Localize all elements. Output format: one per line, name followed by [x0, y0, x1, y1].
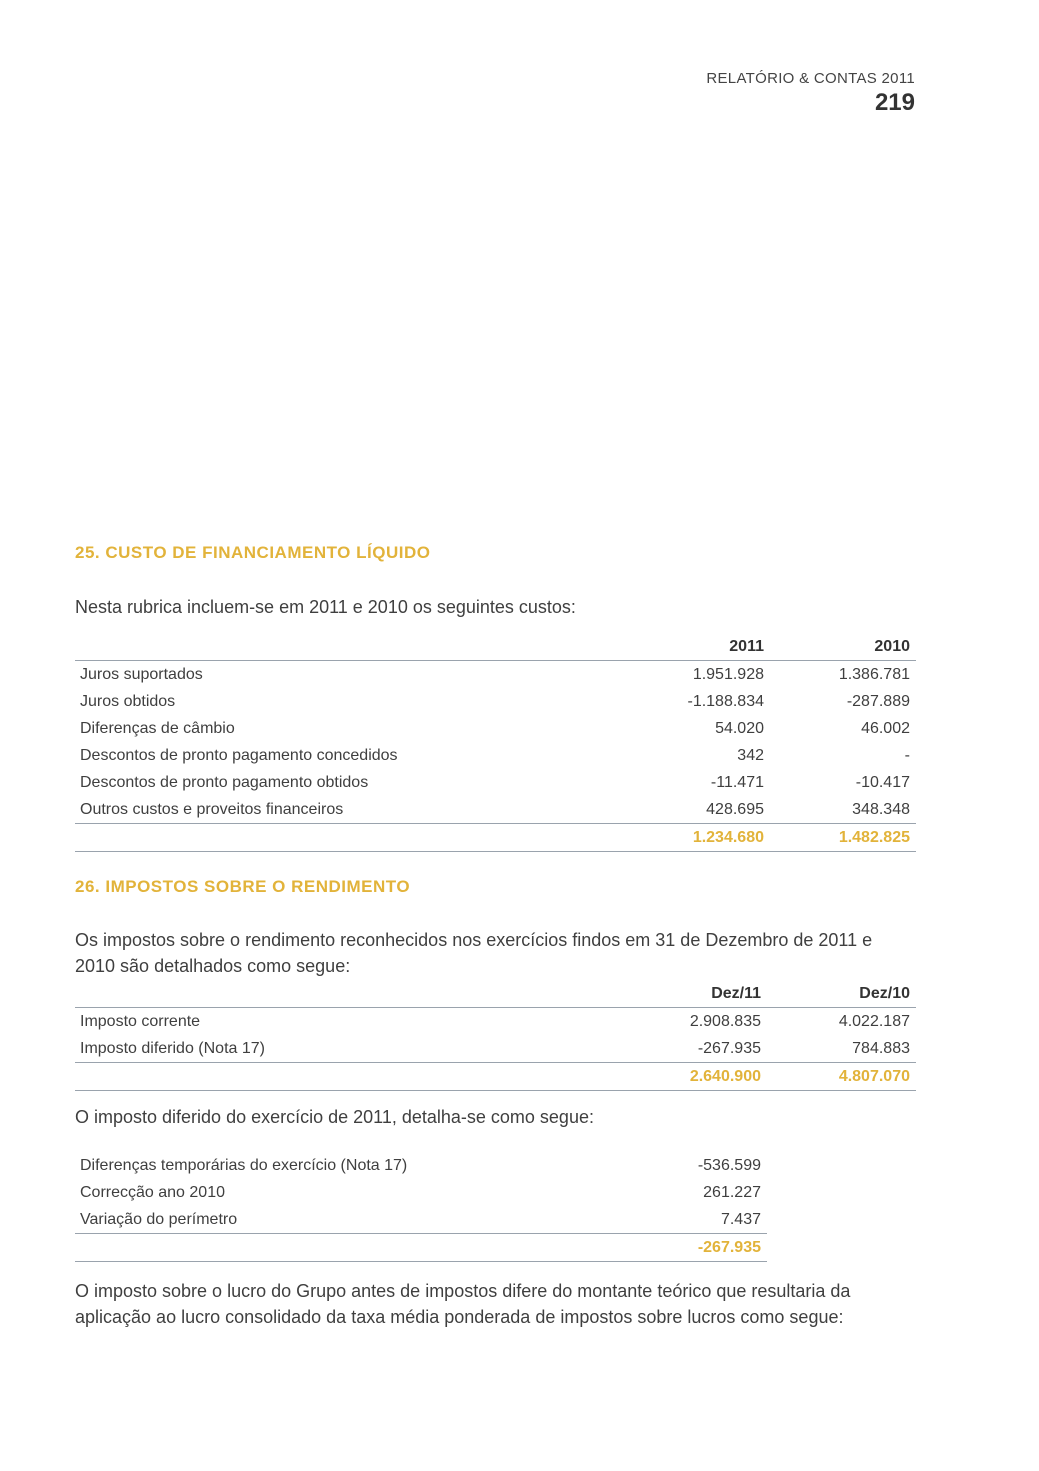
deferred-tax-table	[75, 1152, 767, 1262]
row-value-2010: -10.417	[855, 773, 910, 791]
row-value-dez10: 784.883	[767, 1035, 916, 1063]
table-row	[75, 688, 916, 715]
row-label: Descontos de pronto pagamento obtidos	[80, 773, 369, 791]
row-value-2011: 342	[737, 746, 764, 764]
row-value-2011: 1.951.928	[692, 665, 764, 683]
row-label: Correcção ano 2010	[80, 1183, 225, 1201]
table-row	[75, 742, 916, 769]
column-header-dez10: Dez/10	[767, 980, 916, 1008]
table-row	[75, 796, 916, 824]
row-value-2010: 348.348	[770, 796, 916, 824]
total-blank	[75, 1063, 625, 1091]
total-blank	[75, 824, 625, 852]
table-row	[75, 1206, 767, 1234]
row-value-2011: -11.471	[710, 773, 764, 791]
row-value-2010: 46.002	[861, 719, 910, 737]
total-blank	[75, 1234, 625, 1262]
row-value-2011: 54.020	[715, 719, 764, 737]
row-value-2011: -1.188.834	[687, 692, 764, 710]
row-value-2010: -	[904, 746, 910, 764]
column-header-dez11: Dez/11	[625, 980, 767, 1008]
total-2011: 1.234.680	[625, 824, 770, 852]
row-label: Descontos de pronto pagamento concedidos	[80, 746, 398, 764]
total-dez11: 2.640.900	[625, 1063, 767, 1091]
row-label: Diferenças de câmbio	[80, 719, 235, 737]
total-2010: 1.482.825	[770, 824, 916, 852]
row-value: 261.227	[703, 1183, 761, 1201]
total-dez10: 4.807.070	[767, 1063, 916, 1091]
deferred-total: -267.935	[625, 1234, 767, 1262]
page-header	[706, 70, 915, 117]
page-number: 219	[874, 89, 915, 116]
table-row	[75, 1179, 767, 1206]
closing-paragraph: O imposto sobre o lucro do Grupo antes de impostos difere do montante teórico que resultaria da aplicação ao lucro consolidado da taxa média ponderada de impostos sobre lucros como segue:	[75, 1281, 851, 1327]
table-row	[75, 1008, 916, 1036]
table-total-row	[75, 824, 916, 852]
section-25-title: 25. CUSTO DE FINANCIAMENTO LÍQUIDO	[75, 543, 431, 562]
table-row	[75, 715, 916, 742]
table-row	[75, 769, 916, 796]
column-header-2011: 2011	[625, 633, 770, 661]
income-tax-table	[75, 980, 916, 1091]
table-row	[75, 1035, 916, 1063]
table-row	[75, 1152, 767, 1179]
table-row	[75, 661, 916, 689]
row-value: -536.599	[697, 1156, 761, 1174]
row-value: 7.437	[625, 1206, 767, 1234]
document-title: RELATÓRIO & CONTAS 2011	[706, 70, 915, 87]
table-header-row	[75, 980, 916, 1008]
section-26-title: 26. IMPOSTOS SOBRE O RENDIMENTO	[75, 877, 411, 896]
row-value-2010: 1.386.781	[838, 665, 910, 683]
row-label: Outros custos e proveitos financeiros	[75, 796, 625, 824]
row-label: Juros obtidos	[80, 692, 176, 710]
row-value-2010: -287.889	[846, 692, 910, 710]
row-label: Diferenças temporárias do exercício (Nota 17)	[80, 1156, 408, 1174]
row-value-2011: 428.695	[625, 796, 770, 824]
row-label: Imposto corrente	[80, 1012, 201, 1030]
column-header-2010: 2010	[770, 633, 916, 661]
table-header-row	[75, 633, 916, 661]
section-25-intro: Nesta rubrica incluem-se em 2011 e 2010 os seguintes custos:	[75, 597, 576, 617]
row-label: Juros suportados	[80, 665, 203, 683]
table-total-row	[75, 1234, 767, 1262]
row-label: Imposto diferido (Nota 17)	[75, 1035, 625, 1063]
row-value-dez11: -267.935	[625, 1035, 767, 1063]
header-blank	[75, 633, 625, 661]
section-26-intro: Os impostos sobre o rendimento reconhecidos nos exercícios findos em 31 de Dezembro de 2011 e 2010 são detalhados como segue:	[75, 930, 873, 976]
row-value-dez10: 4.022.187	[838, 1012, 910, 1030]
row-value-dez11: 2.908.835	[689, 1012, 761, 1030]
financing-cost-table	[75, 633, 916, 852]
deferred-tax-intro: O imposto diferido do exercício de 2011, detalha-se como segue:	[75, 1107, 594, 1127]
header-blank	[75, 980, 625, 1008]
row-label: Variação do perímetro	[75, 1206, 625, 1234]
table-total-row	[75, 1063, 916, 1091]
